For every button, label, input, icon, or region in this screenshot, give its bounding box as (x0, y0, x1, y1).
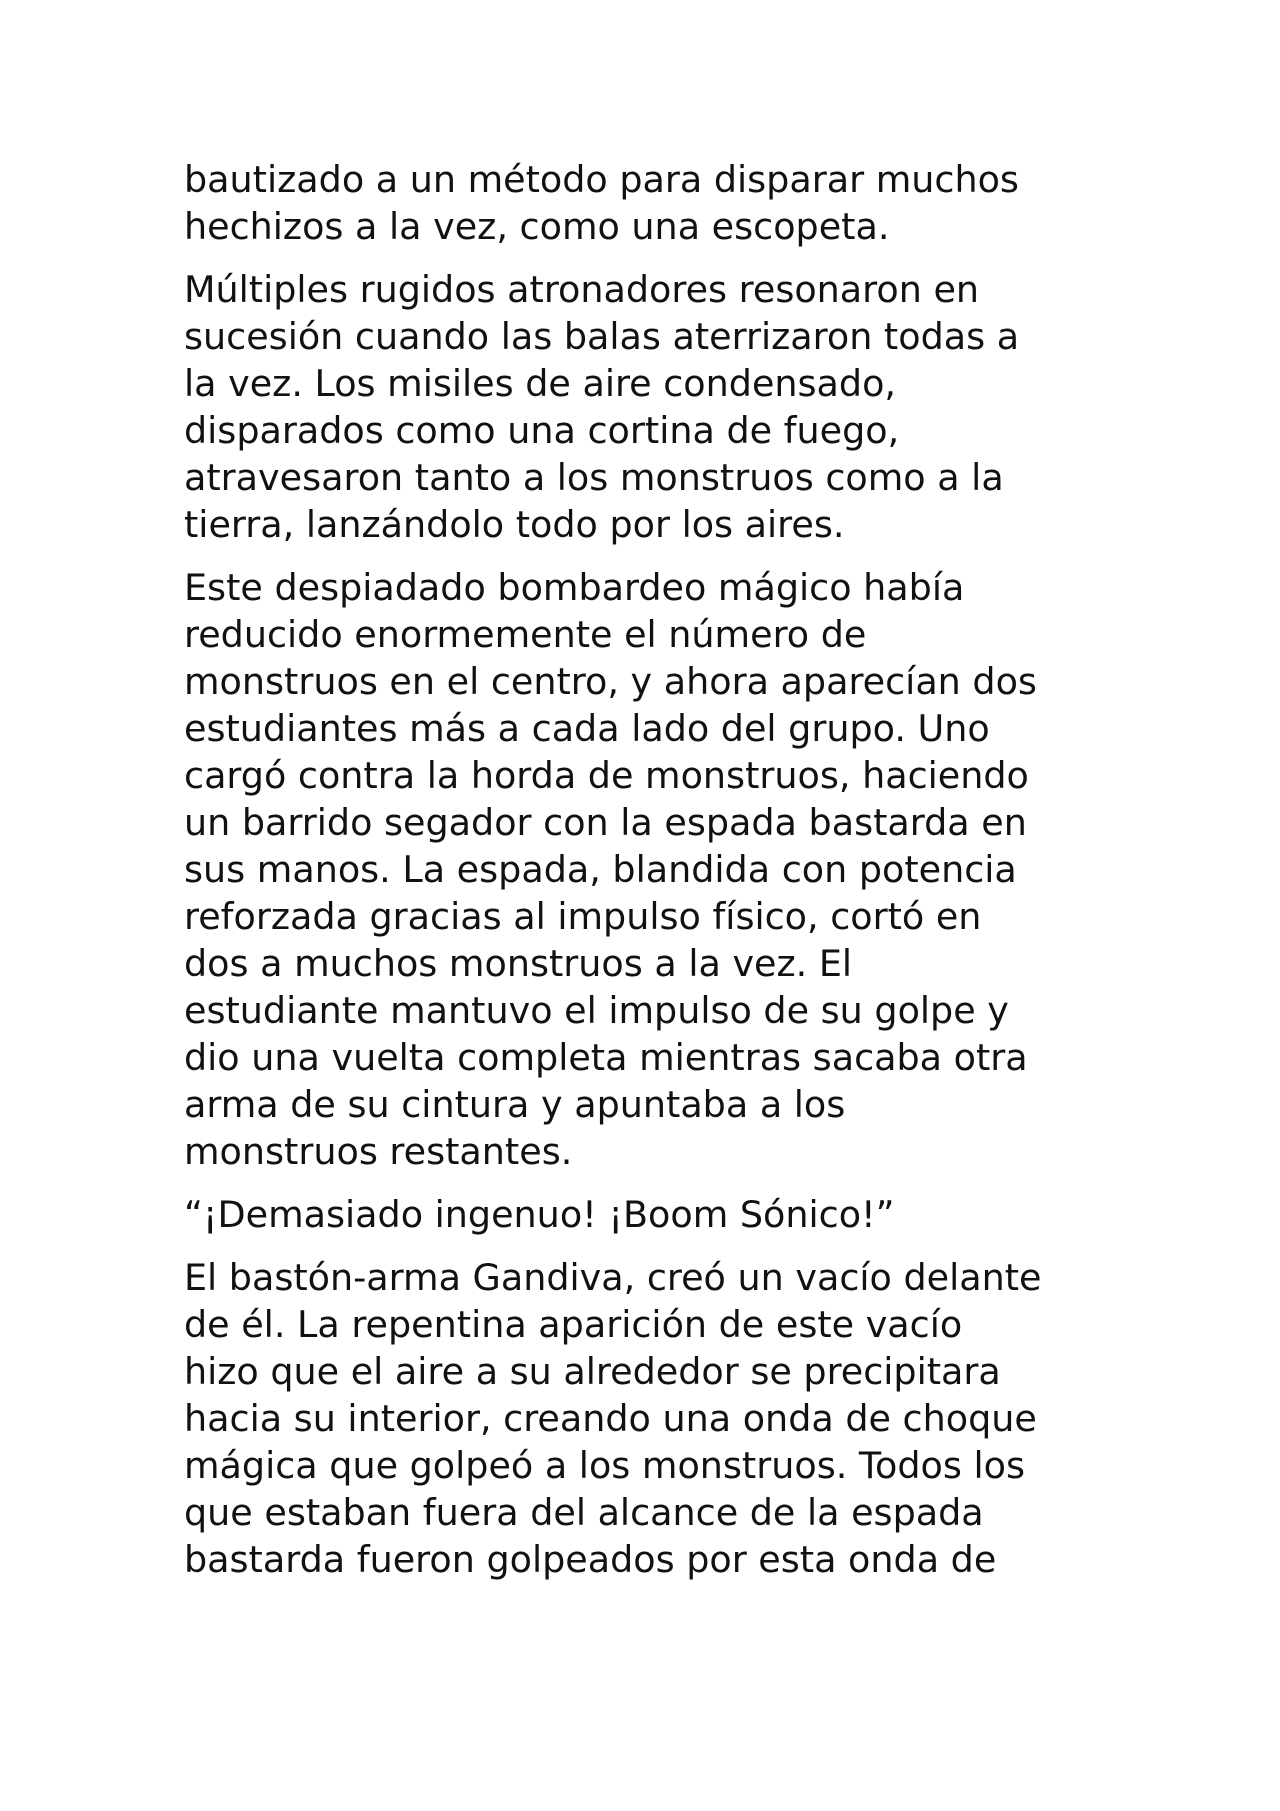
text-line: Este despiadado bombardeo mágico había (184, 566, 965, 609)
text-line: reforzada gracias al impulso físico, cortó en (184, 895, 982, 938)
text-line: atravesaron tanto a los monstruos como a la (184, 456, 1004, 499)
text-line: sucesión cuando las balas aterrizaron todas a (184, 315, 1020, 358)
paragraph-3 (184, 564, 1124, 1175)
text-line: hacia su interior, creando una onda de choque (184, 1397, 1037, 1440)
paragraph-4 (184, 1191, 1124, 1238)
text-line: estudiantes más a cada lado del grupo. Uno (184, 707, 990, 750)
text-line: bastarda fueron golpeados por esta onda de (184, 1538, 997, 1581)
text-line: reducido enormemente el número de (184, 613, 867, 656)
text-line: bautizado a un método para disparar muchos (184, 158, 1019, 201)
text-line: Múltiples rugidos atronadores resonaron en (184, 268, 980, 311)
text-line: disparados como una cortina de fuego, (184, 409, 900, 452)
text-line: dos a muchos monstruos a la vez. El (184, 942, 853, 985)
text-line: “¡Demasiado ingenuo! ¡Boom Sónico!” (184, 1193, 895, 1236)
text-line: un barrido segador con la espada bastarda en (184, 801, 1027, 844)
document-page (184, 156, 1124, 1599)
text-line: que estaban fuera del alcance de la espada (184, 1491, 984, 1534)
paragraph-2 (184, 266, 1124, 548)
text-line: estudiante mantuvo el impulso de su golpe y (184, 989, 1009, 1032)
text-line: sus manos. La espada, blandida con potencia (184, 848, 1017, 891)
text-line: hechizos a la vez, como una escopeta. (184, 205, 890, 248)
text-line: El bastón-arma Gandiva, creó un vacío delante (184, 1256, 1042, 1299)
text-line: tierra, lanzándolo todo por los aires. (184, 503, 845, 546)
paragraph-1 (184, 156, 1124, 250)
text-line: cargó contra la horda de monstruos, haciendo (184, 754, 1029, 797)
text-line: de él. La repentina aparición de este vacío (184, 1303, 963, 1346)
text-line: monstruos restantes. (184, 1130, 573, 1173)
text-line: hizo que el aire a su alrededor se precipitara (184, 1350, 1001, 1393)
text-line: monstruos en el centro, y ahora aparecían dos (184, 660, 1037, 703)
paragraph-5 (184, 1254, 1124, 1583)
text-line: mágica que golpeó a los monstruos. Todos los (184, 1444, 1025, 1487)
text-line: arma de su cintura y apuntaba a los (184, 1083, 846, 1126)
text-line: la vez. Los misiles de aire condensado, (184, 362, 897, 405)
text-line: dio una vuelta completa mientras sacaba otra (184, 1036, 1028, 1079)
